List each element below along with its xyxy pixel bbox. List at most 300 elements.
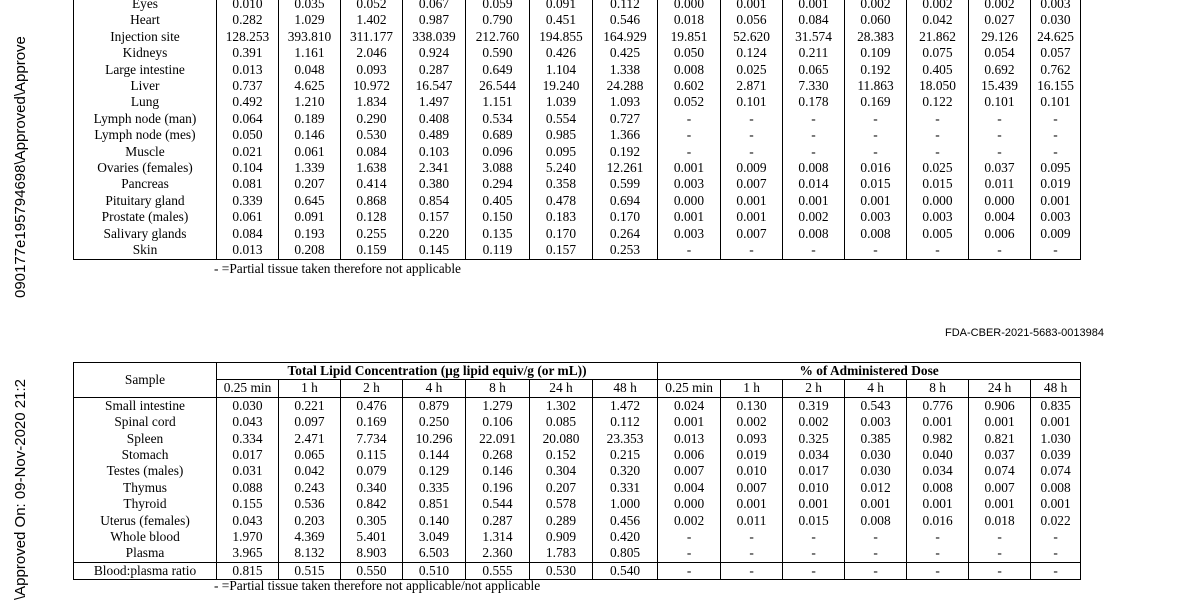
- sample-name-cell: Salivary glands: [103, 225, 187, 241]
- table-row: [74, 0, 1081, 12]
- value-cell: 0.320: [593, 463, 658, 479]
- timepoint-header: 4 h: [403, 380, 466, 397]
- value-cell: 0.335: [403, 480, 466, 496]
- table-footnote-lower: - =Partial tissue taken therefore not applicable/not applicable: [214, 578, 541, 593]
- value-cell: 0.060: [845, 12, 907, 28]
- value-cell: 0.034: [783, 447, 845, 463]
- value-cell: 0.001: [658, 414, 721, 430]
- value-cell: 0.024: [658, 397, 721, 414]
- value-cell: 0.001: [1031, 193, 1081, 209]
- value-cell: 0.906: [969, 397, 1031, 414]
- value-cell: 212.760: [466, 29, 530, 45]
- value-cell: 0.016: [845, 160, 907, 176]
- value-cell: 0.304: [530, 463, 593, 479]
- value-cell: 0.003: [907, 209, 969, 225]
- value-cell: 0.550: [341, 562, 403, 579]
- value-cell: 0.104: [217, 160, 279, 176]
- value-cell: 0.358: [530, 176, 593, 192]
- value-cell: 0.056: [721, 12, 783, 28]
- timepoint-header: 48 h: [593, 380, 658, 397]
- value-cell: -: [1031, 144, 1081, 160]
- value-cell: 0.042: [907, 12, 969, 28]
- value-cell: -: [907, 529, 969, 545]
- value-cell: -: [907, 562, 969, 579]
- value-cell: 0.155: [217, 496, 279, 512]
- value-cell: 0.008: [783, 226, 845, 242]
- value-cell: 0.101: [721, 94, 783, 110]
- value-cell: 0.022: [1031, 513, 1081, 529]
- table-row: [74, 94, 1081, 110]
- table-row: [74, 513, 1081, 529]
- sample-name-cell: Pituitary gland: [105, 192, 185, 208]
- table-row: [74, 62, 1081, 78]
- value-cell: 0.084: [783, 12, 845, 28]
- table-row: [74, 545, 1081, 562]
- value-cell: 0.001: [969, 496, 1031, 512]
- value-cell: 0.294: [466, 176, 530, 192]
- value-cell: 0.074: [969, 463, 1031, 479]
- value-cell: 0.221: [279, 397, 341, 414]
- value-cell: -: [658, 111, 721, 127]
- table-row: [74, 463, 1081, 479]
- value-cell: -: [969, 562, 1031, 579]
- value-cell: 21.862: [907, 29, 969, 45]
- value-cell: 0.030: [845, 447, 907, 463]
- value-cell: 0.805: [593, 545, 658, 562]
- value-cell: -: [783, 545, 845, 562]
- value-cell: 0.001: [721, 496, 783, 512]
- value-cell: 0.515: [279, 562, 341, 579]
- value-cell: 0.000: [969, 193, 1031, 209]
- value-cell: 0.007: [721, 226, 783, 242]
- value-cell: 0.476: [341, 397, 403, 414]
- value-cell: 1.339: [279, 160, 341, 176]
- table-row: [74, 78, 1081, 94]
- document-id: FDA-CBER-2021-5683-0013984: [945, 327, 1104, 339]
- sample-name-cell: Muscle: [125, 143, 165, 159]
- value-cell: 0.003: [658, 176, 721, 192]
- value-cell: 0.002: [783, 414, 845, 430]
- value-cell: 23.353: [593, 431, 658, 447]
- sample-name-cell: Large intestine: [105, 61, 185, 77]
- value-cell: 0.124: [721, 45, 783, 61]
- sample-name-cell: Kidneys: [122, 45, 168, 61]
- value-cell: 0.011: [969, 176, 1031, 192]
- value-cell: 0.003: [845, 209, 907, 225]
- value-cell: 1.338: [593, 62, 658, 78]
- value-cell: 0.129: [403, 463, 466, 479]
- value-cell: 0.003: [845, 414, 907, 430]
- value-cell: -: [907, 144, 969, 160]
- timepoint-header: 0.25 min: [658, 380, 721, 397]
- value-cell: 0.001: [845, 193, 907, 209]
- value-cell: 0.405: [466, 193, 530, 209]
- value-cell: 0.924: [403, 45, 466, 61]
- value-cell: 0.544: [466, 496, 530, 512]
- value-cell: -: [969, 242, 1031, 259]
- sample-name-cell: Pancreas: [121, 176, 169, 192]
- value-cell: 0.079: [341, 463, 403, 479]
- value-cell: 0.101: [969, 94, 1031, 110]
- value-cell: 10.296: [403, 431, 466, 447]
- timepoint-header: 2 h: [341, 380, 403, 397]
- value-cell: 22.091: [466, 431, 530, 447]
- value-cell: 2.046: [341, 45, 403, 61]
- value-cell: 0.008: [783, 160, 845, 176]
- value-cell: -: [658, 242, 721, 259]
- value-cell: 1.638: [341, 160, 403, 176]
- value-cell: 0.037: [969, 447, 1031, 463]
- value-cell: 0.985: [530, 127, 593, 143]
- value-cell: 0.007: [969, 480, 1031, 496]
- value-cell: 164.929: [593, 29, 658, 45]
- value-cell: 3.088: [466, 160, 530, 176]
- value-cell: 0.054: [969, 45, 1031, 61]
- value-cell: 0.987: [403, 12, 466, 28]
- value-cell: 0.510: [403, 562, 466, 579]
- timepoint-header: 4 h: [845, 380, 907, 397]
- value-cell: 0.016: [907, 513, 969, 529]
- value-cell: 0.868: [341, 193, 403, 209]
- value-cell: 0.183: [530, 209, 593, 225]
- value-cell: 7.734: [341, 431, 403, 447]
- value-cell: 194.855: [530, 29, 593, 45]
- value-cell: -: [721, 127, 783, 143]
- sample-name-cell: Thyroid: [123, 496, 167, 512]
- value-cell: 0.005: [907, 226, 969, 242]
- sample-column-header: Sample: [74, 363, 217, 398]
- value-cell: 0.414: [341, 176, 403, 192]
- sample-name-cell: Blood:plasma ratio: [74, 562, 217, 579]
- value-cell: 1.497: [403, 94, 466, 110]
- value-cell: 0.530: [341, 127, 403, 143]
- value-cell: 0.599: [593, 176, 658, 192]
- value-cell: 0.030: [1031, 12, 1081, 28]
- sample-name-cell: Ovaries (females): [97, 160, 193, 176]
- value-cell: 0.146: [466, 463, 530, 479]
- value-cell: 0.842: [341, 496, 403, 512]
- value-cell: 0.001: [1031, 496, 1081, 512]
- value-cell: 0.008: [907, 480, 969, 496]
- value-cell: 16.547: [403, 78, 466, 94]
- value-cell: 1.314: [466, 529, 530, 545]
- value-cell: 0.144: [403, 447, 466, 463]
- value-cell: 0.067: [403, 0, 466, 12]
- value-cell: 0.043: [217, 513, 279, 529]
- value-cell: 0.001: [907, 496, 969, 512]
- value-cell: 0.543: [845, 397, 907, 414]
- timepoint-header: 0.25 min: [217, 380, 279, 397]
- value-cell: 0.290: [341, 111, 403, 127]
- timepoint-header: 8 h: [907, 380, 969, 397]
- value-cell: 0.982: [907, 431, 969, 447]
- value-cell: -: [845, 529, 907, 545]
- value-cell: 0.001: [658, 160, 721, 176]
- value-cell: -: [721, 111, 783, 127]
- value-cell: 0.008: [845, 226, 907, 242]
- tissue-distribution-table-upper: [73, 0, 1081, 260]
- value-cell: 0.159: [341, 242, 403, 259]
- value-cell: 0.790: [466, 12, 530, 28]
- value-cell: 2.341: [403, 160, 466, 176]
- value-cell: 8.132: [279, 545, 341, 562]
- value-cell: 0.530: [530, 562, 593, 579]
- value-cell: 0.007: [721, 176, 783, 192]
- timepoint-header: 24 h: [530, 380, 593, 397]
- value-cell: 0.737: [217, 78, 279, 94]
- value-cell: 0.250: [403, 414, 466, 430]
- sample-name-cell: Lung: [130, 94, 160, 110]
- value-cell: 0.057: [1031, 45, 1081, 61]
- value-cell: 1.161: [279, 45, 341, 61]
- value-cell: 0.001: [658, 209, 721, 225]
- value-cell: -: [907, 111, 969, 127]
- value-cell: 0.025: [907, 160, 969, 176]
- timepoint-header: 48 h: [1031, 380, 1081, 397]
- value-cell: 0.004: [658, 480, 721, 496]
- value-cell: -: [721, 529, 783, 545]
- value-cell: 0.339: [217, 193, 279, 209]
- value-cell: -: [969, 529, 1031, 545]
- value-cell: 0.385: [845, 431, 907, 447]
- value-cell: 0.169: [341, 414, 403, 430]
- timepoint-header: 2 h: [783, 380, 845, 397]
- value-cell: -: [721, 242, 783, 259]
- value-cell: 0.084: [341, 144, 403, 160]
- value-cell: 0.012: [845, 480, 907, 496]
- value-cell: 3.965: [217, 545, 279, 562]
- value-cell: 0.010: [721, 463, 783, 479]
- table-row: [74, 144, 1081, 160]
- value-cell: 19.240: [530, 78, 593, 94]
- value-cell: 0.540: [593, 562, 658, 579]
- value-cell: 0.001: [845, 496, 907, 512]
- value-cell: 0.010: [217, 0, 279, 12]
- value-cell: 128.253: [217, 29, 279, 45]
- value-cell: 1.783: [530, 545, 593, 562]
- value-cell: -: [658, 127, 721, 143]
- value-cell: 0.010: [783, 480, 845, 496]
- value-cell: 0.006: [969, 226, 1031, 242]
- value-cell: 0.243: [279, 480, 341, 496]
- value-cell: 0.115: [341, 447, 403, 463]
- value-cell: 29.126: [969, 29, 1031, 45]
- value-cell: 31.574: [783, 29, 845, 45]
- sample-name-cell: Lymph node (mes): [94, 127, 196, 143]
- value-cell: 0.305: [341, 513, 403, 529]
- value-cell: 0.018: [969, 513, 1031, 529]
- value-cell: 0.103: [403, 144, 466, 160]
- sample-name-cell: Spinal cord: [114, 414, 176, 430]
- table-row: [74, 480, 1081, 496]
- table-row: [74, 242, 1081, 259]
- sample-name-cell: Uterus (females): [100, 512, 190, 528]
- sample-name-cell: Eyes: [131, 0, 159, 11]
- value-cell: 0.215: [593, 447, 658, 463]
- value-cell: 2.871: [721, 78, 783, 94]
- value-cell: 0.152: [530, 447, 593, 463]
- value-cell: 0.061: [279, 144, 341, 160]
- value-cell: 1.366: [593, 127, 658, 143]
- value-cell: 2.360: [466, 545, 530, 562]
- value-cell: 1.302: [530, 397, 593, 414]
- value-cell: 0.380: [403, 176, 466, 192]
- value-cell: 0.013: [658, 431, 721, 447]
- value-cell: 0.095: [1031, 160, 1081, 176]
- value-cell: 0.037: [969, 160, 1031, 176]
- value-cell: 0.909: [530, 529, 593, 545]
- value-cell: -: [658, 545, 721, 562]
- value-cell: 0.018: [658, 12, 721, 28]
- table-row: [74, 496, 1081, 512]
- value-cell: 0.001: [783, 0, 845, 12]
- value-cell: 0.074: [1031, 463, 1081, 479]
- value-cell: -: [783, 242, 845, 259]
- value-cell: 0.689: [466, 127, 530, 143]
- value-cell: 0.122: [907, 94, 969, 110]
- value-cell: 0.555: [466, 562, 530, 579]
- value-cell: 0.040: [907, 447, 969, 463]
- value-cell: 0.091: [279, 209, 341, 225]
- table-row: [74, 12, 1081, 28]
- value-cell: 28.383: [845, 29, 907, 45]
- value-cell: 0.075: [907, 45, 969, 61]
- sample-name-cell: Prostate (males): [101, 209, 189, 225]
- value-cell: -: [783, 562, 845, 579]
- value-cell: -: [969, 545, 1031, 562]
- value-cell: 0.007: [721, 480, 783, 496]
- value-cell: 0.478: [530, 193, 593, 209]
- value-cell: 311.177: [341, 29, 403, 45]
- value-cell: 0.536: [279, 496, 341, 512]
- value-cell: 1.093: [593, 94, 658, 110]
- value-cell: 0.030: [845, 463, 907, 479]
- value-cell: 26.544: [466, 78, 530, 94]
- sample-name-cell: Stomach: [121, 447, 169, 463]
- value-cell: 0.093: [721, 431, 783, 447]
- sample-name-cell: Plasma: [125, 545, 165, 561]
- value-cell: -: [658, 562, 721, 579]
- value-cell: 0.821: [969, 431, 1031, 447]
- value-cell: 0.835: [1031, 397, 1081, 414]
- value-cell: 3.049: [403, 529, 466, 545]
- value-cell: 0.331: [593, 480, 658, 496]
- value-cell: 0.025: [721, 62, 783, 78]
- timepoint-header: 8 h: [466, 380, 530, 397]
- value-cell: 0.001: [907, 414, 969, 430]
- value-cell: 0.578: [530, 496, 593, 512]
- value-cell: -: [721, 545, 783, 562]
- value-cell: 393.810: [279, 29, 341, 45]
- administered-dose-header: % of Administered Dose: [658, 363, 1081, 380]
- value-cell: 0.456: [593, 513, 658, 529]
- value-cell: 0.112: [593, 414, 658, 430]
- value-cell: 0.189: [279, 111, 341, 127]
- value-cell: 0.014: [783, 176, 845, 192]
- value-cell: 0.426: [530, 45, 593, 61]
- value-cell: 0.207: [279, 176, 341, 192]
- value-cell: -: [783, 111, 845, 127]
- value-cell: 0.001: [1031, 414, 1081, 430]
- value-cell: 0.015: [845, 176, 907, 192]
- value-cell: 0.031: [217, 463, 279, 479]
- value-cell: 0.015: [907, 176, 969, 192]
- value-cell: 0.065: [783, 62, 845, 78]
- tissue-distribution-table-lower: [73, 362, 1081, 580]
- value-cell: 0.035: [279, 0, 341, 12]
- value-cell: -: [721, 562, 783, 579]
- value-cell: -: [658, 144, 721, 160]
- value-cell: 0.334: [217, 431, 279, 447]
- value-cell: 0.008: [658, 62, 721, 78]
- value-cell: 0.391: [217, 45, 279, 61]
- value-cell: 1.970: [217, 529, 279, 545]
- value-cell: -: [1031, 562, 1081, 579]
- value-cell: 0.084: [217, 226, 279, 242]
- value-cell: 0.001: [721, 209, 783, 225]
- value-cell: 0.081: [217, 176, 279, 192]
- value-cell: 0.001: [721, 193, 783, 209]
- sample-name-cell: Spleen: [126, 430, 164, 446]
- value-cell: 1.279: [466, 397, 530, 414]
- value-cell: 0.546: [593, 12, 658, 28]
- value-cell: 16.155: [1031, 78, 1081, 94]
- sample-name-cell: Liver: [130, 78, 160, 94]
- value-cell: 0.289: [530, 513, 593, 529]
- table-row: [74, 193, 1081, 209]
- value-cell: 0.119: [466, 242, 530, 259]
- table-row: [74, 176, 1081, 192]
- sample-name-cell: Whole blood: [110, 529, 180, 545]
- value-cell: 0.727: [593, 111, 658, 127]
- value-cell: 8.903: [341, 545, 403, 562]
- value-cell: -: [1031, 242, 1081, 259]
- value-cell: 0.039: [1031, 447, 1081, 463]
- value-cell: 0.135: [466, 226, 530, 242]
- value-cell: 0.815: [217, 562, 279, 579]
- table-row: [74, 209, 1081, 225]
- value-cell: 0.146: [279, 127, 341, 143]
- table-row: [74, 447, 1081, 463]
- value-cell: 0.000: [658, 193, 721, 209]
- value-cell: 0.050: [217, 127, 279, 143]
- value-cell: 0.002: [721, 414, 783, 430]
- value-cell: 0.287: [403, 62, 466, 78]
- value-cell: -: [845, 111, 907, 127]
- value-cell: 0.085: [530, 414, 593, 430]
- value-cell: 0.109: [845, 45, 907, 61]
- value-cell: -: [907, 127, 969, 143]
- timepoint-header: 24 h: [969, 380, 1031, 397]
- value-cell: 0.178: [783, 94, 845, 110]
- value-cell: 0.009: [721, 160, 783, 176]
- value-cell: 0.013: [217, 242, 279, 259]
- table-row: [74, 29, 1081, 45]
- value-cell: 0.065: [279, 447, 341, 463]
- sample-name-cell: Lymph node (man): [93, 110, 197, 126]
- value-cell: 0.211: [783, 45, 845, 61]
- value-cell: 0.170: [530, 226, 593, 242]
- value-cell: 0.052: [341, 0, 403, 12]
- value-cell: -: [721, 144, 783, 160]
- timepoint-header: 1 h: [721, 380, 783, 397]
- value-cell: -: [845, 127, 907, 143]
- value-cell: 0.003: [658, 226, 721, 242]
- value-cell: 0.255: [341, 226, 403, 242]
- value-cell: 0.879: [403, 397, 466, 414]
- value-cell: 0.006: [658, 447, 721, 463]
- value-cell: 0.052: [658, 94, 721, 110]
